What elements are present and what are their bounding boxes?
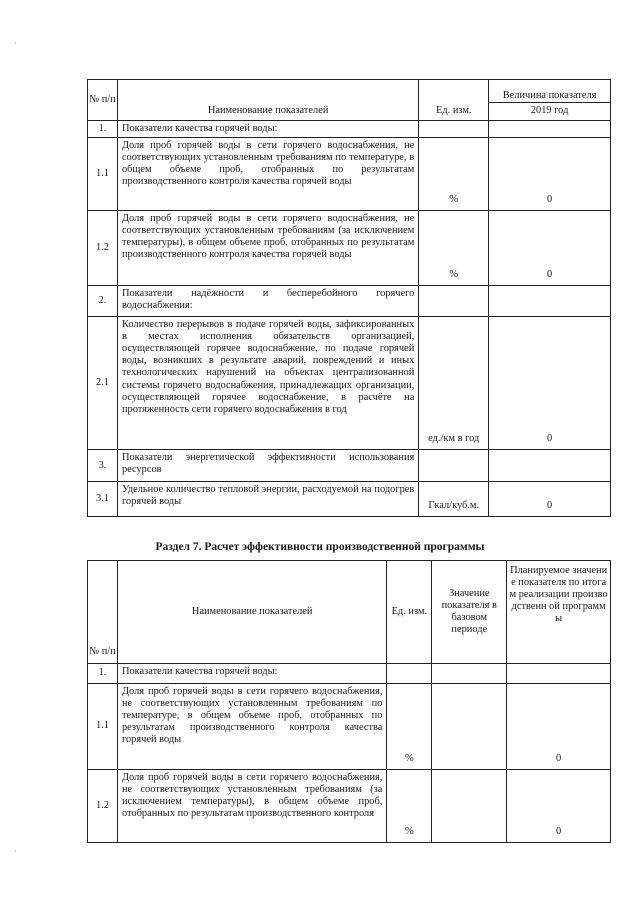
- row-name: Количество перерывов в подаче горячей воды, зафиксированных в местах исполнения обязательств организацией, осуществляющей горячее водоснабжение, по подаче горячей воды, возникших в результате аварий, повреждений и иных технологических нарушений на объектах централизованной системы горячего водоснабжения, принадлежащих организации, осуществляющей горячее водоснабжение, в расчёте на протяженность сети горячего водоснабжения в год: [117, 317, 418, 450]
- row-name: Показатели качества горячей воды:: [117, 121, 418, 138]
- section-title: Раздел 7. Расчет эффективности производственной программы: [155, 541, 485, 553]
- header-name: Наименование показателей: [117, 80, 418, 121]
- row-unit: [387, 664, 432, 684]
- row-value: 0: [489, 211, 611, 286]
- header-name: Наименование показателей: [117, 561, 386, 664]
- row-num: 1.1: [88, 684, 118, 770]
- header-unit: Ед. изм.: [387, 561, 432, 664]
- row-num: 3.: [88, 450, 118, 482]
- row-name: Удельное количество тепловой энергии, расходуемой на подогрев горячей воды: [117, 482, 418, 517]
- scan-mark: ·: [14, 846, 17, 856]
- row-num: 1.: [88, 121, 118, 138]
- row-num: 2.: [88, 286, 118, 317]
- header-num: № п/п: [88, 80, 118, 121]
- row-name: Показатели качества горячей воды:: [117, 664, 386, 684]
- row-name: Доля проб горячей воды в сети горячего водоснабжения, не соответствующих установленным требованиям (за исключением температуры), в общем объеме проб, отобранных по результатам производственного контроля качества горячей воды: [117, 211, 418, 286]
- row-name: Доля проб горячей воды в сети горячего водоснабжения, не соответствующих установленным требованиям по температуре, в общем объеме проб, отобранных по результатам производственного контроля качества горячей воды: [117, 138, 418, 211]
- row-num: 2.1: [88, 317, 118, 450]
- row-num: 1.: [88, 664, 118, 684]
- header-unit: Ед. изм.: [419, 80, 489, 121]
- row-value: 0: [489, 317, 611, 450]
- row-unit: [419, 286, 489, 317]
- row-unit: [419, 121, 489, 138]
- efficiency-table: [87, 560, 611, 843]
- row-name: Доля проб горячей воды в сети горячего водоснабжения, не соответствующих установленным требованиям по температуре, в общем объеме проб, отобранных по результатам производственного контроля качества горячей воды: [117, 684, 386, 770]
- row-unit: [419, 450, 489, 482]
- row-unit: %: [387, 684, 432, 770]
- row-planned: [507, 664, 611, 684]
- header-planned: Планируемое значение показателя по итогам реализации производственн ой программы: [507, 561, 611, 664]
- header-value-group: Величина показателя: [489, 80, 611, 103]
- indicators-table: [87, 79, 611, 517]
- row-unit: %: [419, 211, 489, 286]
- scan-mark: ·: [14, 38, 17, 48]
- header-num: № п/п: [88, 561, 118, 664]
- header-year: 2019 год: [489, 103, 611, 121]
- row-num: 1.2: [88, 211, 118, 286]
- row-num: 1.1: [88, 138, 118, 211]
- row-name: Показатели энергетической эффективности использования ресурсов: [117, 450, 418, 482]
- row-unit: ед./км в год: [419, 317, 489, 450]
- row-name: Доля проб горячей воды в сети горячего водоснабжения, не соответствующих установленным требованиям (за исключением температуры), в общем объеме проб, отобранных по результатам производственного контроля: [117, 770, 386, 843]
- row-name: Показатели надёжности и бесперебойного горячего водоснабжения:: [117, 286, 418, 317]
- row-unit: %: [387, 770, 432, 843]
- row-base: [432, 664, 507, 684]
- row-value: 0: [489, 482, 611, 517]
- row-unit: %: [419, 138, 489, 211]
- row-num: 3.1: [88, 482, 118, 517]
- row-base: [432, 684, 507, 770]
- row-planned: 0: [507, 770, 611, 843]
- row-planned: 0: [507, 684, 611, 770]
- row-base: [432, 770, 507, 843]
- row-unit: Гкал/куб.м.: [419, 482, 489, 517]
- row-value: [489, 121, 611, 138]
- row-value: [489, 450, 611, 482]
- row-value: [489, 286, 611, 317]
- row-value: 0: [489, 138, 611, 211]
- header-base: Значение показателя в базовом периоде: [432, 561, 507, 664]
- row-num: 1.2: [88, 770, 118, 843]
